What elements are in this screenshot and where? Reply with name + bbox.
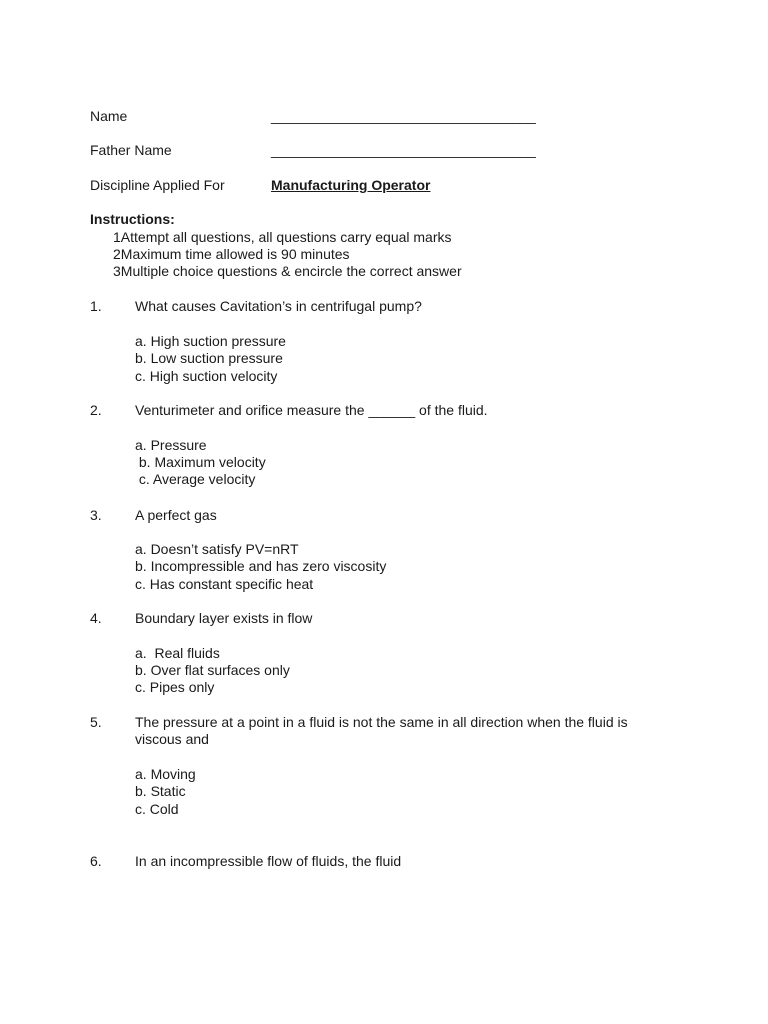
father-name-line[interactable]: __________________________________ <box>271 142 536 158</box>
question-text: Venturimeter and orifice measure the ______ of the fluid. <box>135 402 488 418</box>
answer-option[interactable]: b. Maximum velocity <box>135 454 266 470</box>
question-text: In an incompressible flow of fluids, the fluid <box>135 853 402 869</box>
question-text: Boundary layer exists in flow <box>135 610 313 626</box>
answer-option[interactable]: b. Low suction pressure <box>135 350 283 366</box>
question-text: A perfect gas <box>135 507 217 523</box>
question-text: What causes Cavitation’s in centrifugal pump? <box>135 298 422 314</box>
answer-option[interactable]: b. Over flat surfaces only <box>135 662 290 678</box>
answer-option[interactable]: c. Pipes only <box>135 679 215 695</box>
answer-option[interactable]: c. Has constant specific heat <box>135 576 314 592</box>
answer-option[interactable]: a. Doesn’t satisfy PV=nRT <box>135 541 299 557</box>
answer-option[interactable]: a. Real fluids <box>135 645 220 661</box>
answer-option[interactable]: a. High suction pressure <box>135 333 286 349</box>
question-number: 4. <box>90 610 102 626</box>
instruction-item: 3Multiple choice questions & encircle the correct answer <box>113 263 462 279</box>
discipline-value: Manufacturing Operator <box>271 177 431 193</box>
answer-option[interactable]: c. Average velocity <box>135 471 256 487</box>
instruction-item: 2Maximum time allowed is 90 minutes <box>113 246 350 262</box>
name-line[interactable]: __________________________________ <box>271 108 536 124</box>
question-number: 6. <box>90 853 102 869</box>
answer-option[interactable]: a. Moving <box>135 766 196 782</box>
question-text: The pressure at a point in a fluid is not the same in all direction when the fluid is viscous and <box>135 714 628 747</box>
answer-option[interactable]: a. Pressure <box>135 437 207 453</box>
question-number: 2. <box>90 402 102 418</box>
question-number: 5. <box>90 714 102 730</box>
name-label: Name <box>90 108 128 124</box>
answer-option[interactable]: b. Incompressible and has zero viscosity <box>135 558 387 574</box>
instructions-heading: Instructions: <box>90 211 175 227</box>
question-number: 1. <box>90 298 102 314</box>
discipline-label: Discipline Applied For <box>90 177 225 193</box>
instruction-item: 1Attempt all questions, all questions carry equal marks <box>113 229 452 245</box>
answer-option[interactable]: c. Cold <box>135 801 179 817</box>
father-name-label: Father Name <box>90 142 172 158</box>
answer-option[interactable]: c. High suction velocity <box>135 368 278 384</box>
answer-option[interactable]: b. Static <box>135 783 186 799</box>
question-number: 3. <box>90 507 102 523</box>
